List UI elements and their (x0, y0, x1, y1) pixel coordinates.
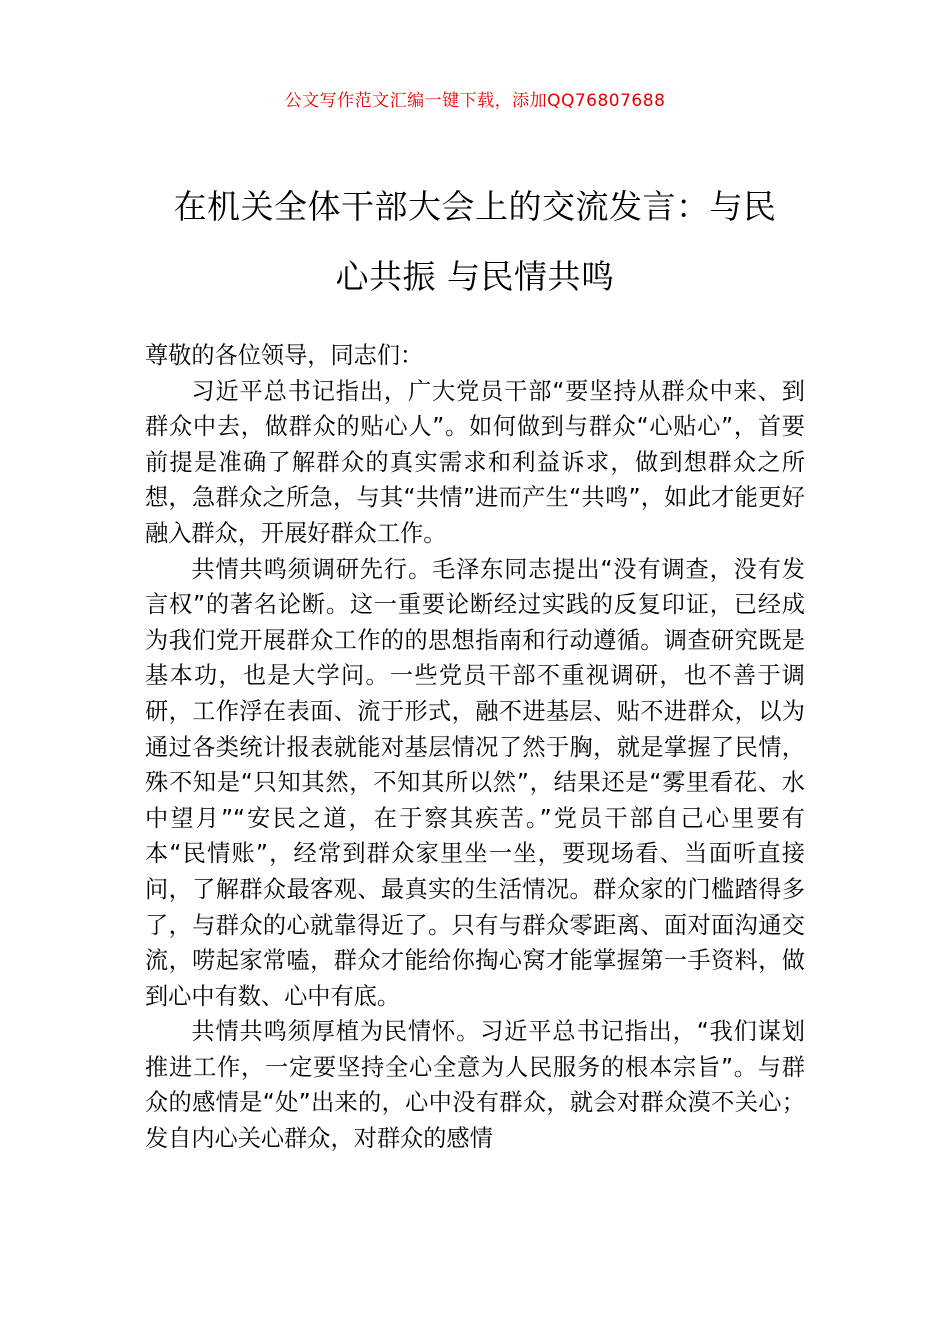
document-body (145, 338, 805, 1157)
title-line-2: 心共振 与民情共鸣 (335, 257, 615, 296)
title-line-1: 在机关全体干部大会上的交流发言：与民 (173, 187, 777, 226)
header-download-note: 公文写作范文汇编一键下载，添加QQ76807688 (284, 91, 666, 111)
document-title (145, 172, 805, 312)
salutation: 尊敬的各位领导，同志们： (145, 342, 424, 369)
paragraph-intro: 习近平总书记指出，广大党员干部“要坚持从群众中来、到群众中去，做群众的贴心人”。如何做到与群众“心贴心”，首要前提是准确了解群众的真实需求和利益诉求，做到想群众之所想，急群众之所急，与其“共情”进而产生“共鸣”，如此才能更好融入群众，开展好群众工作。 (145, 377, 805, 547)
paragraph-sentiment: 共情共鸣须厚植为民情怀。习近平总书记指出，“我们谋划推进工作，一定要坚持全心全意为人民服务的根本宗旨”。与群众的感情是“处”出来的，心中没有群众，就会对群众漠不关心；发自内心关心群众，对群众的感情 (145, 1018, 805, 1153)
paragraph-research: 共情共鸣须调研先行。毛泽东同志提出“没有调查，没有发言权”的著名论断。这一重要论断经过实践的反复印证，已经成为我们党开展群众工作的的思想指南和行动遵循。调查研究既是基本功，也是大学问。一些党员干部不重视调研，也不善于调研，工作浮在表面、流于形式，融不进基层、贴不进群众，以为通过各类统计报表就能对基层情况了然于胸，就是掌握了民情，殊不知是“只知其然，不知其所以然”，结果还是“雾里看花、水中望月”“安民之道，在于察其疾苦。”党员干部自己心里要有本“民情账”，经常到群众家里坐一坐，要现场看、当面听直接问，了解群众最客观、最真实的生活情况。群众家的门槛踏得多了，与群众的心就靠得近了。只有与群众零距离、面对面沟通交流，唠起家常嗑，群众才能给你掏心窝才能掌握第一手资料，做到心中有数、心中有底。 (145, 555, 805, 1010)
